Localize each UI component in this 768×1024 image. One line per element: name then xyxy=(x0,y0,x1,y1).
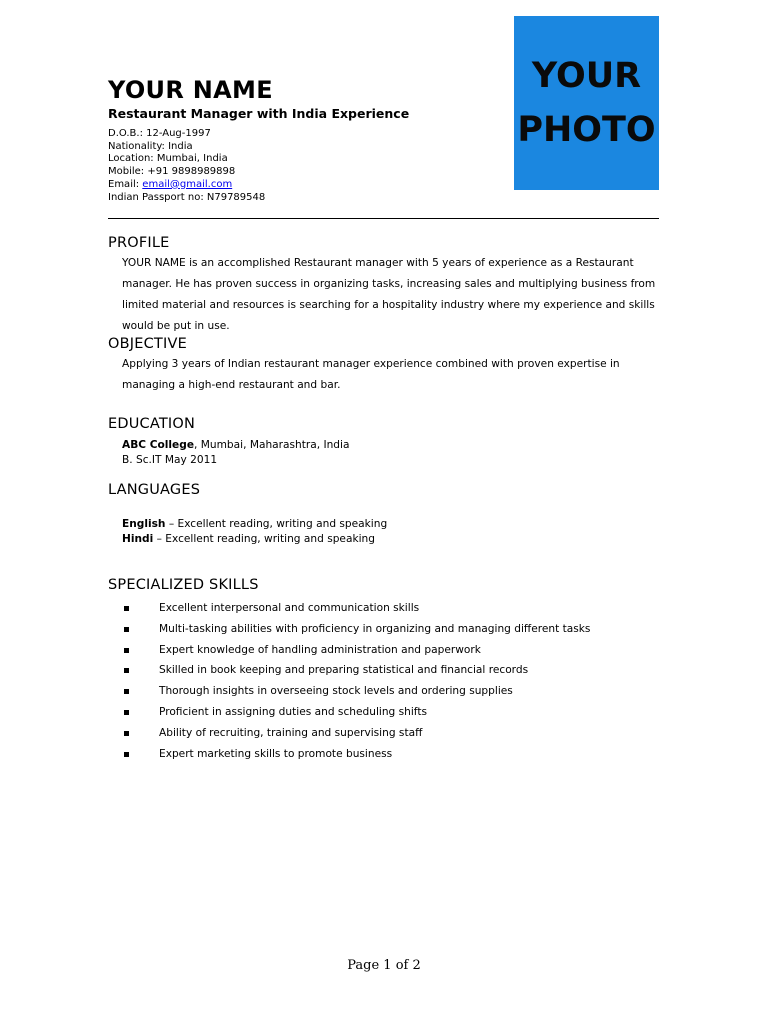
skill-text: Expert marketing skills to promote business xyxy=(159,747,393,760)
language-item xyxy=(122,517,387,532)
skills-list xyxy=(122,598,590,764)
header-divider xyxy=(108,218,659,219)
skill-text: Skilled in book keeping and preparing statistical and financial records xyxy=(159,664,529,677)
dob: D.O.B.: 12-Aug-1997 xyxy=(108,128,211,139)
skill-text: Thorough insights in overseeing stock levels and ordering supplies xyxy=(159,685,513,698)
bullet-icon xyxy=(124,606,129,611)
languages-list xyxy=(122,517,387,546)
photo-placeholder xyxy=(514,16,659,190)
skill-text: Expert knowledge of handling administration and paperwork xyxy=(159,643,481,656)
location: Location: Mumbai, India xyxy=(108,153,228,165)
nationality: Nationality: India xyxy=(108,140,193,152)
education-entry xyxy=(122,438,349,467)
college-name: ABC College xyxy=(122,439,195,451)
skill-text: Multi-tasking abilities with proficiency in organizing and managing different tasks xyxy=(159,622,591,635)
skill-text: Ability of recruiting, training and supervising staff xyxy=(159,726,423,739)
page-number: Page 1 of 2 xyxy=(347,958,421,973)
education-school xyxy=(122,438,349,453)
bullet-icon xyxy=(124,710,129,715)
skills-heading: SPECIALIZED SKILLS xyxy=(108,577,259,593)
language-item xyxy=(122,532,387,547)
objective-heading: OBJECTIVE xyxy=(108,336,187,352)
college-location: , Mumbai, Maharashtra, India xyxy=(194,439,350,451)
list-item xyxy=(122,640,590,661)
photo-text-line1: YOUR xyxy=(531,56,642,96)
profile-heading: PROFILE xyxy=(108,235,170,251)
passport: Indian Passport no: N79789548 xyxy=(108,191,266,203)
language-name: English xyxy=(122,518,166,530)
education-heading: EDUCATION xyxy=(108,416,196,432)
language-desc: – Excellent reading, writing and speaking xyxy=(153,532,375,545)
list-item xyxy=(122,681,590,702)
candidate-subtitle: Restaurant Manager with India Experience xyxy=(108,106,410,121)
skill-text: Proficient in assigning duties and scheduling shifts xyxy=(159,705,428,718)
list-item xyxy=(122,619,590,640)
language-name: Hindi xyxy=(122,532,154,545)
skill-text: Excellent interpersonal and communication skills xyxy=(159,602,420,614)
candidate-name: YOUR NAME xyxy=(108,76,273,104)
bullet-icon xyxy=(124,689,129,694)
contact-details xyxy=(108,128,265,204)
list-item xyxy=(122,723,590,744)
profile-text: YOUR NAME is an accomplished Restaurant manager with 5 years of experience as a Restaurant manager. He has proven success in organizing tasks, increasing sales and multiplying business from limited material and resources is searching for a hospitality industry where my experience and skills would be put in use. xyxy=(122,257,656,332)
bullet-icon xyxy=(124,752,129,757)
objective-text: Applying 3 years of Indian restaurant manager experience combined with proven expertise in managing a high-end restaurant and bar. xyxy=(122,358,620,391)
list-item xyxy=(122,702,590,723)
list-item xyxy=(122,744,590,765)
email-row xyxy=(108,179,265,192)
bullet-icon xyxy=(124,731,129,736)
photo-text-line2: PHOTO xyxy=(517,110,656,150)
email-link[interactable]: email@gmail.com xyxy=(142,178,233,190)
bullet-icon xyxy=(124,668,129,673)
list-item xyxy=(122,598,590,619)
education-degree: B. Sc.IT May 2011 xyxy=(122,453,218,466)
email-label: Email: xyxy=(108,178,143,190)
bullet-icon xyxy=(124,648,129,653)
mobile: Mobile: +91 9898989898 xyxy=(108,166,236,178)
languages-heading: LANGUAGES xyxy=(108,482,201,498)
bullet-icon xyxy=(124,627,129,632)
list-item xyxy=(122,660,590,681)
language-desc: – Excellent reading, writing and speaking xyxy=(165,518,388,530)
